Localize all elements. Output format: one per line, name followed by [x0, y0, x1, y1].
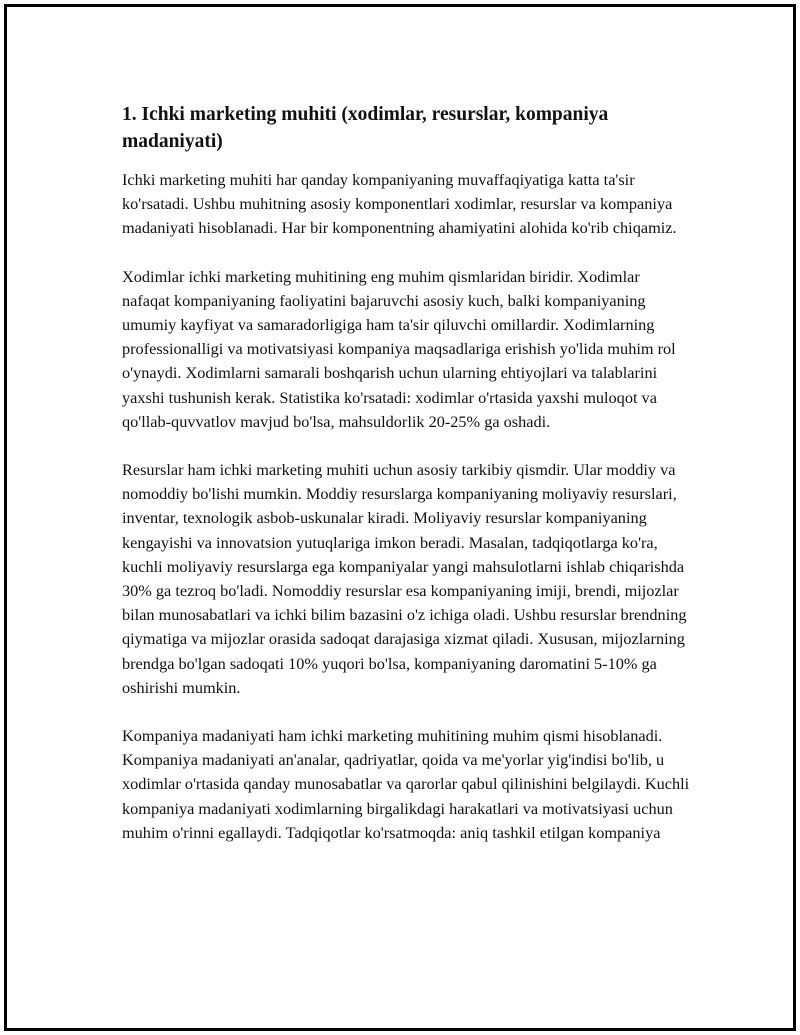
paragraph-intro: Ichki marketing muhiti har qanday kompaniyaning muvaffaqiyatiga katta ta'sir ko'rsatadi. Ushbu muhitning asosiy komponentlari xodimlar, resurslar va kompaniya madaniyati hisoblanadi. Har bir komponentning ahamiyatini alohida ko'rib chiqamiz. [122, 170, 677, 238]
document-content [122, 101, 690, 869]
paragraph-resources: Resurslar ham ichki marketing muhiti uchun asosiy tarkibiy qismdir. Ular moddiy va nomoddiy bo'lishi mumkin. Moddiy resurslarga kompaniyaning moliyaviy resurslari, inventar, texnologik asbob-uskunalar kiradi. Moliyaviy resurslar kompaniyaning kengayishi va innovatsion yutuqlariga imkon beradi. Masalan, tadqiqotlarga ko'ra, kuchli moliyaviy resurslarga ega kompaniyalar yangi mahsulotlarni ishlab chiqarishda 30% ga tezroq bo'ladi. Nomoddiy resurslar esa kompaniyaning imiji, brendi, mijozlar bilan munosabatlari va ichki bilim bazasini o'z ichiga oladi. Ushbu resurslar brendning qiymatiga va mijozlar orasida sadoqat darajasiga xizmat qiladi. Xususan, mijozlarning brendga bo'lgan sadoqati 10% yuqori bo'lsa, kompaniyaning daromatini 5-10% ga oshirishi mumkin. [122, 460, 687, 697]
page-frame [4, 4, 796, 1031]
paragraph-employees: Xodimlar ichki marketing muhitining eng muhim qismlaridan biridir. Xodimlar nafaqat kompaniyaning faoliyatini bajaruvchi asosiy kuch, balki kompaniyaning umumiy kayfiyat va samaradorligiga ham ta'sir qiluvchi omillardir. Xodimlarning professionalligi va motivatsiyasi kompaniya maqsadlariga erishish yo'lida muhim rol o'ynaydi. Xodimlarni samarali boshqarish uchun ularning ehtiyojlari va talablarini yaxshi tushunish kerak. Statistika ko'rsatadi: xodimlar o'rtasida yaxshi muloqot va qo'llab-quvvatlov mavjud bo'lsa, mahsuldorlik 20-25% ga oshadi. [122, 266, 676, 431]
section-heading: 1. Ichki marketing muhiti (xodimlar, resurslar, kompaniya madaniyati) [122, 104, 609, 152]
paragraph-culture: Kompaniya madaniyati ham ichki marketing muhitining muhim qismi hisoblanadi. Kompaniya madaniyati an'analar, qadriyatlar, qoida va me'yorlar yig'indisi bo'lib, u xodimlar o'rtasida qanday munosabatlar va qarorlar qabul qilinishini belgilaydi. Kuchli kompaniya madaniyati xodimlarning birgalikdagi harakatlari va motivatsiyasi uchun muhim o'rinni egallaydi. Tadqiqotlar ko'rsatmoqda: aniq tashkil etilgan kompaniya [122, 726, 690, 842]
